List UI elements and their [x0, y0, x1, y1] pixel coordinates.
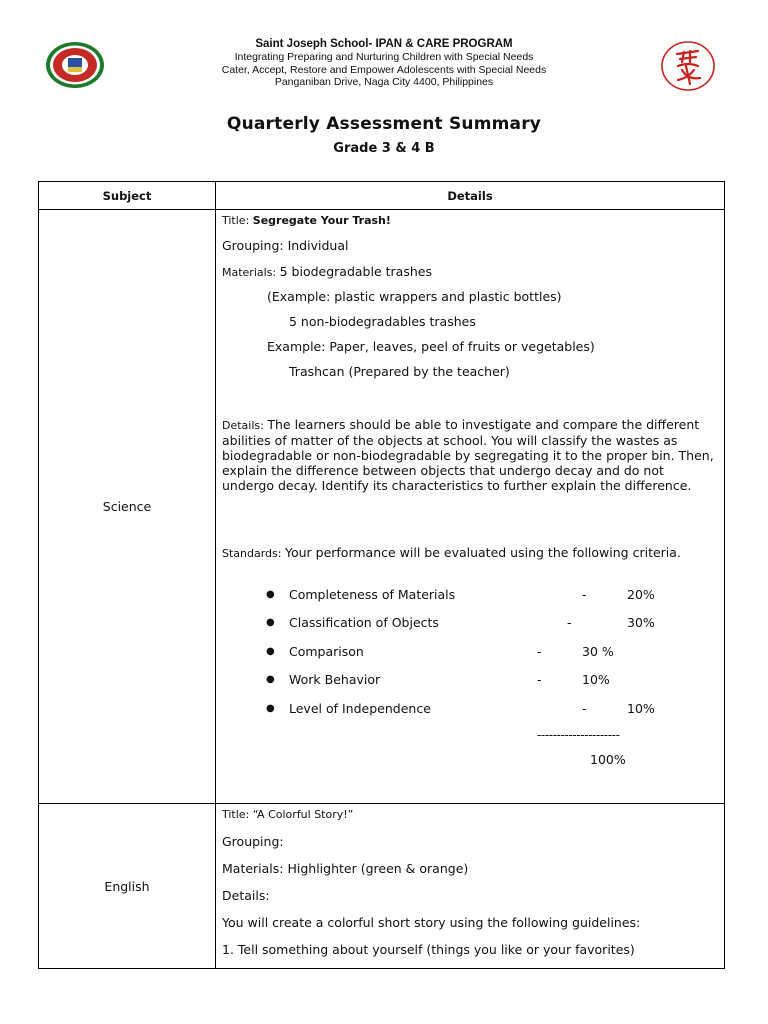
bullet-icon: ● — [266, 617, 275, 628]
english-step-1: 1. Tell something about yourself (things you like or your favorites) — [222, 942, 635, 957]
school-name: Saint Joseph School- IPAN & CARE PROGRAM — [255, 38, 513, 50]
bullet-icon: ● — [266, 703, 275, 714]
table-row-english — [39, 804, 725, 969]
science-title: Title: Segregate Your Trash! — [222, 214, 391, 227]
details-column-header: Details — [216, 182, 725, 210]
total-percent: 100% — [590, 752, 626, 767]
science-standards: Standards: Your performance will be evaluated using the following criteria. — [222, 545, 681, 560]
science-materials: Materials: 5 biodegradable trashes — [222, 264, 432, 279]
science-example-1: (Example: plastic wrappers and plastic bottles) — [267, 289, 562, 304]
subject-label: Science — [102, 499, 152, 514]
assessment-table — [38, 181, 725, 969]
program-line-1: Integrating Preparing and Nurturing Children with Special Needs — [234, 51, 534, 63]
document-subtitle: Grade 3 & 4 B — [333, 141, 435, 156]
subject-column-header: Subject — [39, 182, 216, 210]
english-grouping: Grouping: — [222, 834, 284, 849]
letterhead — [0, 0, 768, 100]
subject-science — [39, 210, 216, 804]
subject-english — [39, 804, 216, 969]
bullet-icon: ● — [266, 646, 275, 657]
science-example-2: Example: Paper, leaves, peel of fruits or vegetables) — [267, 339, 595, 354]
english-materials: Materials: Highlighter (green & orange) — [222, 861, 469, 876]
program-line-2: Cater, Accept, Restore and Empower Adolescents with Special Needs — [221, 63, 547, 76]
total-rule: --------------------- — [537, 728, 620, 742]
bullet-icon: ● — [266, 589, 275, 600]
table-header-row — [39, 182, 725, 210]
english-instruction: You will create a colorful short story using the following guidelines: — [222, 915, 641, 930]
details-english — [216, 804, 725, 969]
english-title: Title: “A Colorful Story!” — [222, 808, 354, 821]
science-material-3: Trashcan (Prepared by the teacher) — [289, 364, 510, 379]
document-title: Quarterly Assessment Summary — [226, 114, 542, 134]
school-address: Panganiban Drive, Naga City 4400, Philippines — [274, 76, 494, 89]
care-program-logo-icon — [660, 40, 716, 92]
details-science: Title: Segregate Your Trash! Grouping: Individual Materials: 5 biodegradable trashes (Example: plastic wrappers and plastic bottles) 5 non-biodegradables trashes Example: Paper, leaves, peel of fruits or vegetables) Trashcan (Prepared by the teacher) Details: The learners should be able to investigate and compare the different abilities of matter of the objects at school. You will classify the wastes as biodegradable or non-biodegradable by segregating it to the proper bin. Then, explain the difference between objects that undergo decay and do not undergo decay. Identify its characteristics to further explain the difference. Standards: Your performance will be evaluated using the following criteria. ● Completeness of Materials - 20% ● Classification of Objects - 30% ● Comparison - 30 % ● Work Behavior - 10% ● Level of Independence - 10% --------------------- 100% — [216, 210, 725, 804]
science-material-2: 5 non-biodegradables trashes — [289, 314, 476, 329]
science-details: Details: The learners should be able to investigate and compare the different abilities of matter of the objects at school. You will classify the wastes as biodegradable or non-biodegradable by segregating it to the proper bin. Then, explain the difference between objects that undergo decay and do not undergo decay. Identify its characteristics to further explain the difference. — [222, 417, 714, 493]
school-seal-icon — [44, 40, 106, 90]
school-info — [150, 38, 618, 89]
table-row-science — [39, 210, 725, 804]
english-details: Details: — [222, 888, 270, 903]
bullet-icon: ● — [266, 674, 275, 685]
subject-label: English — [104, 878, 150, 894]
science-grouping: Grouping: Individual — [222, 238, 349, 253]
